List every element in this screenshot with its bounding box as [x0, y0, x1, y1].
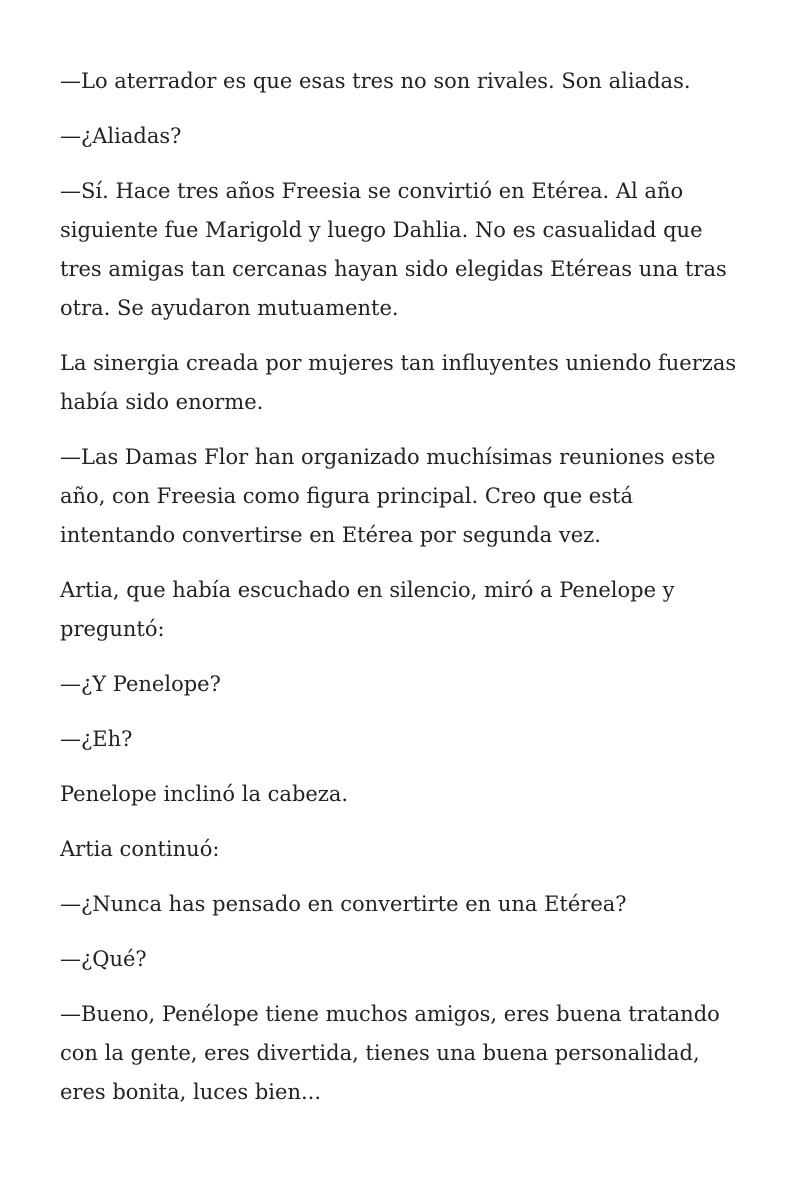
paragraph: —¿Nunca has pensado en convertirte en una Etérea?	[60, 892, 627, 916]
paragraph: —Sí. Hace tres años Freesia se convirtió en Etérea. Al año siguiente fue Marigold y luego Dahlia. No es casualidad que tres amigas tan cercanas hayan sido elegidas Etéreas una tras otra. Se ayudaron mutuamente.	[60, 179, 727, 320]
paragraph: Penelope inclinó la cabeza.	[60, 782, 349, 806]
paragraph: —Lo aterrador es que esas tres no son rivales. Son aliadas.	[60, 69, 691, 93]
paragraph: —¿Aliadas?	[60, 124, 182, 148]
paragraph: —Bueno, Penélope tiene muchos amigos, eres buena tratando con la gente, eres divertida, tienes una buena personalidad, eres bonita, luces bien...	[60, 1002, 720, 1104]
paragraph: Artia continuó:	[60, 837, 220, 861]
paragraph: —Las Damas Flor han organizado muchísimas reuniones este año, con Freesia como figura principal. Creo que está intentando convertirse en Etérea por segunda vez.	[60, 445, 716, 547]
paragraph: Artia, que había escuchado en silencio, miró a Penelope y preguntó:	[60, 578, 675, 641]
paragraph: La sinergia creada por mujeres tan influyentes uniendo fuerzas había sido enorme.	[60, 351, 737, 414]
paragraph: —¿Qué?	[60, 947, 147, 971]
paragraph: —¿Eh?	[60, 727, 133, 751]
paragraph: —¿Y Penelope?	[60, 672, 221, 696]
